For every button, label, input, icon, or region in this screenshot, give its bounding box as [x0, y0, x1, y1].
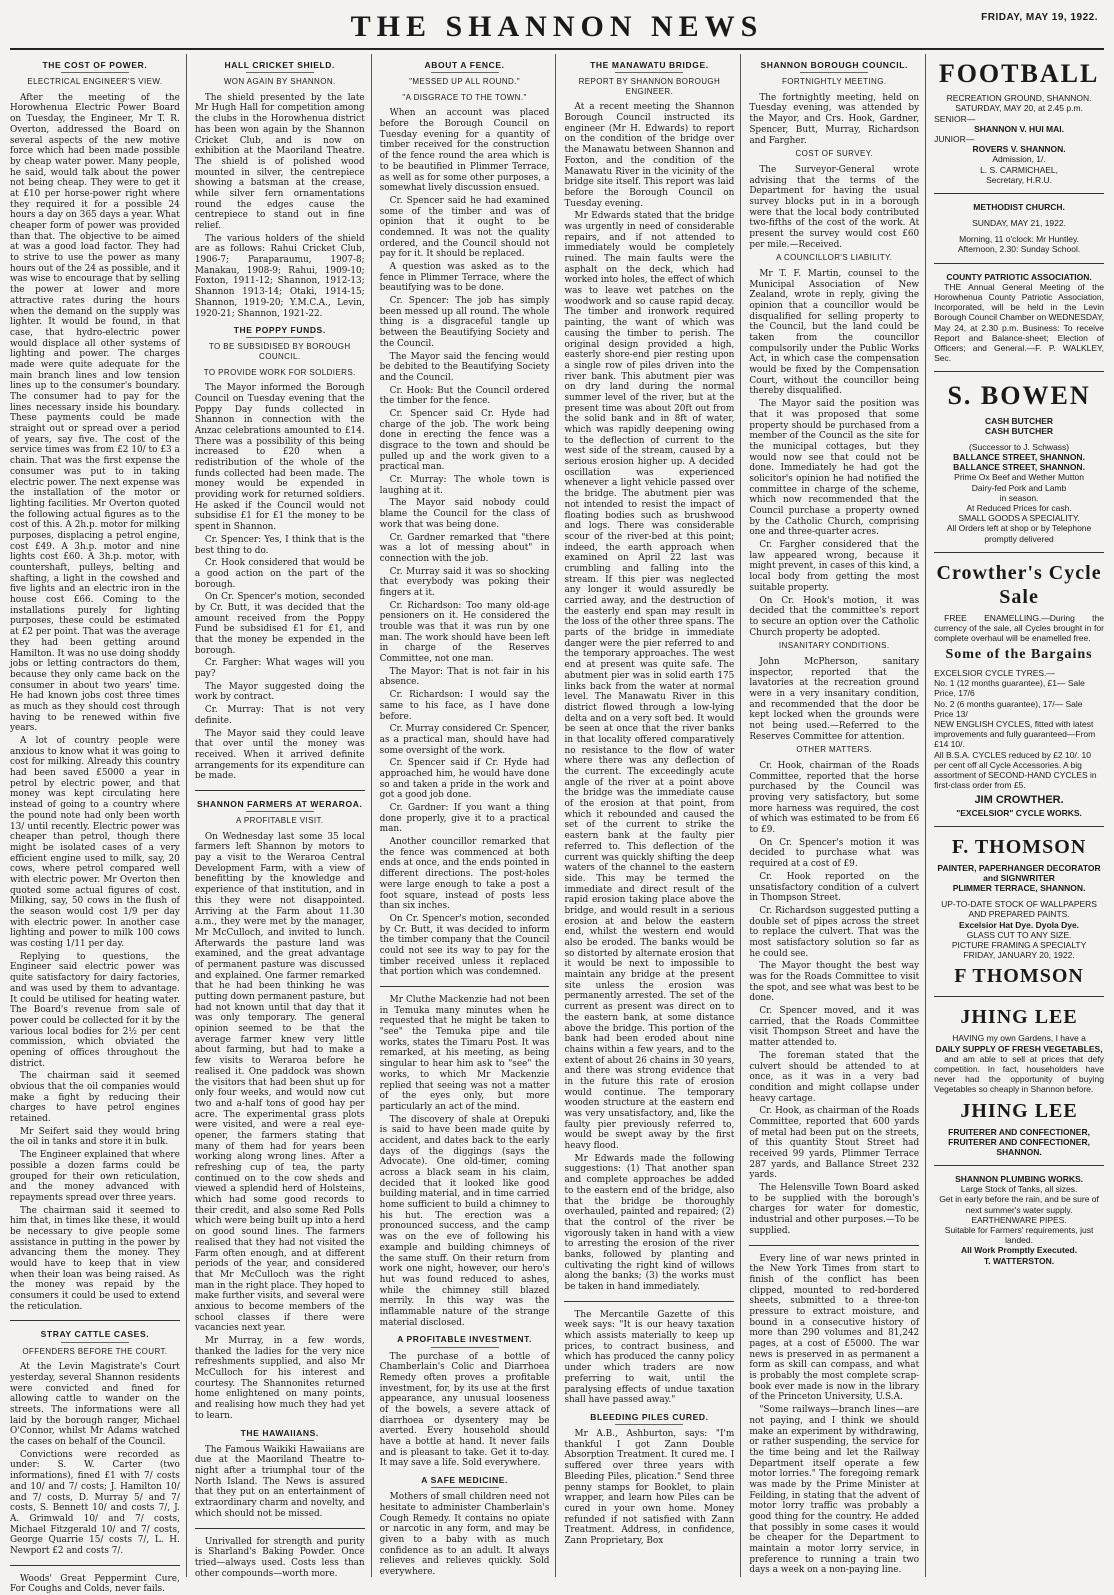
- column-1: [10, 54, 187, 1595]
- headline: THE MANAWATU BRIDGE.: [590, 60, 709, 70]
- paragraph: Cr. Hook: But the Council ordered the timber for the fence.: [379, 385, 550, 407]
- advert-line: All B.S.A. CYCLES reduced by £2 10/. 10 per cent off all Cycle Accessories. A big assortment of SECOND-HAND CYCLES in first-class order from £5.: [934, 749, 1097, 791]
- paragraph: Cr. Spencer said he had examined some of the timber and was of opinion that it ought to be condemned. It was not the quality ordered, and the Council should not pay for it. It should be replaced.: [379, 195, 550, 260]
- advert-line: SMALL GOODS A SPECIALITY.: [958, 513, 1080, 524]
- advert-line: FRUITERER AND CONFECTIONER, FRUITERER AND CONFECTIONER, SHANNON.: [948, 1126, 1090, 1157]
- headline: THE HAWAIIANS.: [240, 1427, 319, 1438]
- headline: ABOUT A FENCE.: [424, 60, 505, 70]
- paragraph: Replying to questions, the Engineer said electric power was quite satisfactory for dairy factories, and was used by them to advantage. It could be utilised for heating water. The Board's revenue from sale of power could be collected for it by the various local bodies for 2½ per cent commission, which obviated the opening of offices throughout the district.: [10, 951, 180, 1069]
- paragraph: Cr. Spencer moved, and it was carried, that the Roads Committee visit Thompson Street and have the matter attended to.: [749, 1006, 920, 1049]
- subheadline: ELECTRICAL ENGINEER'S VIEW.: [27, 77, 163, 87]
- headline: BLEEDING PILES CURED.: [590, 1411, 709, 1422]
- jhing-lee-advert: [934, 1005, 1104, 1157]
- paragraph: Cr. Hook, as chairman of the Roads Committee, reported that 600 yards of metal had been put on the streets, of this quantity Stout Street had received 99 yards, Plimmer Terrace 287 yards, and Ballance Street 232 yards.: [749, 1106, 920, 1181]
- advert-line: Morning, 11 o'clock: Mr Huntley.: [959, 234, 1079, 245]
- advert-text: Woods' Great Peppermint Cure, For Coughs and Colds, never fails.: [10, 1573, 180, 1595]
- advert-line: NEW ENGLISH CYCLES, fitted with latest improvements and fully guaranteed—From £14 10/.: [934, 719, 1096, 750]
- advert-line: PICTURE FRAMING A SPECIALTY: [951, 940, 1087, 951]
- paragraph: Cr. Spencer: The job has simply been messed up all round. The whole thing is a disgraceful tangle up between the Beautifying Society and the Council.: [379, 296, 550, 349]
- paragraph: On Cr. Spencer's motion it was decided to purchase what was required at a cost of £9.: [749, 837, 920, 870]
- advert-line: SENIOR—: [934, 113, 976, 124]
- paragraph: Cr. Richardson: I would say the same to his face, as I have done before.: [379, 690, 550, 722]
- paragraph: After the meeting of the Horowhenua Electric Power Board on Tuesday, the Engineer, Mr T. R. Overton, addressed the Board on several aspects of the new motive force which had been made possible by cheap water power. Many people, he said, would talk about the power not being cheap. They were to get it at £10 per horse-power right where they required it for a possible 24 hours a day on 365 days a year. What cheaper form of power was provided than that. The objective to be aimed at was a good load factor. They had to strive to use the power as many hours out of the 24 as possible, and it was wise to encourage that by selling the power at lower and more attractive rates during the hours when the demand on the supply was lighter. It would be found, in that case, that hydro-electric power would displace all other systems of lighting and power. The charges made were quite adequate for the main branch lines and low tension lines up to the consumer's boundary. The consumer had to pay for the lines necessary inside his boundary. These payments could be made straight out or spread over a period of years, say five. The cost of the service times was from £2 10/ to £3 a chain. That was the first expense the consumer was put to in taking electric power. The next expense was the installation of the motor or lighting facilities. Mr Overton quoted the following actual figures as to the cost of this. A 2h.p. motor for milking purposes, displacing a petrol engine, cost £49. A 3h.p. motor and nine lights cost £60. A 3h.p. motor, with countershaft, pulleys, belting and shafting, a light in the cowshed and five lights and an electric iron in the house cost £66. Coming to the installations purely for lighting purposes, these could be estimated at £2 per point. That was the average they had been getting around Hamilton. It was no use doing shoddy jobs or letting contractors do them, because they only came back on the consumer in about two years' time. He had known jobs cost three times as much as they should cost through having to be renewed within five years.: [10, 92, 180, 734]
- column-4: [564, 54, 741, 1577]
- advert-line: CASH BUTCHER: [985, 415, 1054, 426]
- paragraph: The foreman stated that the culvert should be attended to at once, as it was in a very bad condition and might collapse under heavy cartage.: [749, 1050, 920, 1104]
- advert-line: Secretary, H.R.U.: [986, 174, 1053, 185]
- advert-line: PLIMMER TERRACE, SHANNON.: [952, 883, 1086, 894]
- paragraph: Mr Edwards stated that the bridge was urgently in need of considerable repairs, and if not attended to immediately would be completely ruined. The main faults were the asphalt on the deck, which had worked into holes, the effect of which was to leave wet patches on the woodwork and so cause rapid decay. The timber and ironwork required painting, the want of which was causing the timber to perish. The original design provided a high, easterly shore-end pier resting upon a single row of piles driven into the river bank. This abutment pier was on dry land during the normal summer level of the river, but at the present time was about 20ft out from the solid bank and in 8ft of water, which was rapidly deepening owing to the deflection of current to the west side of the stream, caused by a serious erosion higher up. A decided oscillation was experienced whenever a light vehicle passed over the bridge. The abutment pier was not intended to resist the impact of floating bodies such as brushwood and logs. There was considerable scour of the river-bed at this point; indeed, the earth approach when examined on April 22 last was crumbling and falling into the stream. If this pier was neglected any longer it would assuredly be carried away, and the destruction of the easterly end span may result in the loss of the other three spans. The parts of the bridge in immediate danger were the pier referred to and the temporary approaches. The west end at present was quite safe. The abutment pier was in solid earth 175 links back from the water at normal level. The Manawatu River in this district flowed through a low-lying delta and on a very soft bed. It would be seen at once that the river banks in that locality offered comparatively no resistance to the flow of water where there was any deflection of the current. The exceedingly acute angle of the river at a point above the bridge was the immediate cause of the erosion at that point, from which it rebounded and caused the set of the current to strike the eastern bank at the faulty pier referred to. This deflection of the current was quickly shifting the deep waters of the channel to the eastern side. This may be termed the immediate and direct result of the rapid erosion taking place above the bridge, and would result in a serious erosion at and below the eastern end, whilst the western end would also be eroded. The banks would be so distorted by alternate erosion that it would be next to impossible to maintain any bridge at the present site unless the erosion was permanently arrested. The set of the current as present was direct on to the eastern bank, at some distance above the bridge. This portion of the bank had been eroded about nine chains within a few years, and to the extent of about 26 chains in 30 years, and there was strong evidence that in the future this rate of erosion would continue. The temporary wooden structure at the eastern end was very unsatisfactory, and, like the faulty pier previously referred to, would be swept away by the first heavy flood.: [564, 211, 735, 1152]
- paragraph: Mr Murray, in a few words, thanked the ladies for the very nice refreshments supplied, and also Mr McCulloch for his interest and courtesy. The Shannonites returned home enlightened on many points, and realising how much they had yet to learn.: [194, 1336, 365, 1421]
- paragraph: The Mayor said they could leave that over until the money was received. When it arrived definite arrangements for its expenditure can be made.: [194, 728, 365, 782]
- paragraph: Cr. Fargher considered that the law appeared wrong, because it might prevent, in cases of this kind, a local body from getting the most suitable property.: [749, 540, 920, 593]
- paragraph: A question was asked as to the fence in Plimmer Terrace, where the beautifying was to be done.: [379, 262, 550, 294]
- advert-title: METHODIST CHURCH.: [973, 201, 1065, 212]
- column-5: [749, 54, 926, 1577]
- headline: SHANNON FARMERS AT WERAROA.: [197, 798, 363, 809]
- subheadline: TO PROVIDE WORK FOR SOLDIERS.: [203, 367, 356, 377]
- subheadline: A PROFITABLE VISIT.: [236, 816, 324, 826]
- paragraph: Cr. Hook reported on the unsatisfactory condition of a culvert in Thompson Street.: [749, 871, 920, 904]
- subheadline: "A DISGRACE TO THE TOWN.": [402, 92, 527, 102]
- paragraph: The Mayor said nobody could blame the Council for the class of work that was being done.: [379, 498, 550, 530]
- paragraph: Cr. Richardson: Too many old-age pensioners on it. He considered the trouble was that it was run by one man. The work should have been left in charge of the Reserves Committee, not one man.: [379, 600, 550, 665]
- advert-line: PAINTER, PAPERHANGER DECORATOR and SIGNWRITER: [937, 862, 1101, 883]
- newspaper-title: THE SHANNON NEWS: [350, 10, 764, 43]
- paragraph: At a recent meeting the Shannon Borough Council instructed its engineer (Mr H. Edwards) to report on the condition of the bridge over the Manawatu between Shannon and Foxton, and the condition of the Manawatu River in the vicinity of the bridge site itself. This report was laid before the Borough Council on Tuesday evening.: [564, 102, 735, 209]
- masthead: [10, 6, 1104, 50]
- advert-line: JIM CROWTHER.: [974, 794, 1064, 807]
- paragraph: Cr. Fargher: What wages will you pay?: [194, 658, 365, 680]
- advert-line: T. WATTERSTON.: [984, 1255, 1055, 1266]
- advert-line: UP-TO-DATE STOCK OF WALLPAPERS AND PREPARED PAINTS.: [941, 899, 1097, 920]
- advert-line: EARTHENWARE PIPES.: [971, 1214, 1067, 1225]
- advert-line: Suitable for Farmers' requirements, just landed.: [944, 1225, 1094, 1246]
- paragraph: "Some railways—branch lines—are not paying, and I think we should make an experiment by withdrawing, or rather suspending, the service for the time being and let the Railway Department itself operate a few motor lorries." The foregoing remark was made by the Prime Minister at Feilding, in stating that the advent of motor lorry traffic was probably a good thing for the country. He added that possibly in some cases it would be cheaper for the Department to maintain a motor lorry service, in preference to running a train two days a week on a non-paying line.: [749, 1405, 920, 1576]
- advert-title: S. BOWEN: [947, 381, 1091, 411]
- headline: HALL CRICKET SHIELD.: [224, 60, 336, 70]
- paragraph: On Wednesday last some 35 local farmers left Shannon by motors to pay a visit to the Weraroa Central Development Farm, with a view of benefitting by the knowledge and experience of that institution, and in this they were not disappointed. Arriving at the Farm about 11.30 a.m., they were met by the manager, Mr McCulloch, and invited to lunch. Afterwards the pasture land was examined, and the great advantage of permanent pasture was discussed and explained. One farmer remarked that he had been thinking he was putting down permanent pasture, but had not known until that day that it was only temporary. The general opinion seemed to be that the average farmer knew very little about farming, but had to make a few visits to Weraroa before he realised it. One paddock was shown the visitors that had been shut up for only four weeks, and would now cut two and a-half tons of good hay per acre. The experimental grass plots were visited, and were a real eye-opener, the farmers stating that many of them had for years been working along wrong lines. After a refreshing cup of tea, the party continued on to the cow sheds and viewed a splendid herd of Holsteins, which had some good records to their credit, and also some Red Polls which were being built up into a herd on good sound lines. The farmers realised that they had not visited the Farm often enough, and at different periods of the year, and considered that Mr McCulloch was the right man in the right place. They hoped to make further visits, and several were anxious to become members of the school classes if there were vacancies next year.: [194, 831, 365, 1334]
- crowther-advert: [934, 561, 1104, 818]
- paragraph: Cr. Gardner remarked that "there was a lot of messing about" in connection with the job.: [379, 532, 550, 564]
- paragraph: Cr. Richardson suggested putting a double set of pipes across the street to replace the culvert. That was the most satisfactory solution so far as he could see.: [749, 905, 920, 959]
- paragraph: When an account was placed before the Borough Council on Tuesday evening for a quantity of timber received for the construction of the fence round the area which is to be beautified in Plimmer Terrace, as well as for some other purposes, a somewhat lively discussion ensued.: [379, 108, 550, 194]
- subheadline: COST OF SURVEY.: [795, 149, 874, 159]
- paragraph: Cr. Spencer said Cr. Hyde had charge of the job. The work being done in erecting the fence was a disgrace to the town and should be pulled up and the work given to a practical man.: [379, 408, 550, 473]
- advert-title: JHING LEE: [960, 1006, 1078, 1029]
- advert-title: F THOMSON: [954, 965, 1084, 988]
- advert-line: Excelsior Hat Dye. Dyola Dye.: [959, 919, 1080, 930]
- advert-text: Unrivalled for strength and purity is Sharland's Baking Powder. Once tried—always used. Costs less than other compounds—worth more.: [194, 1536, 365, 1579]
- paragraph: The Mayor said the position was that it was proposed that some property should be purchased from a member of the Council as the site for the municipal cottages, but they would now see that could not be done. Immediately he had got the solicitor's opinion he had notified the committee in charge of the scheme, which now recommended that the Council purchase a property owned by the Catholic Church, comprising one and three-quarter acres.: [749, 399, 920, 538]
- paragraph: The Engineer explained that where possible a dozen farms could be grouped for their own reticulation, and the money advanced with repayments spread over three years.: [10, 1150, 180, 1203]
- subheadline: TO BE SUBSIDISED BY BOROUGH COUNCIL.: [208, 342, 351, 361]
- advert-line: No. 1 (12 months guarantee), £1— Sale Price, 17/6: [934, 678, 1085, 699]
- paragraph: On Cr. Spencer's motion, seconded by Cr. Butt, it was decided to inform the timber company that the Council could not see its way to pay for the timber received unless it replaced that portion which was condemned.: [379, 913, 550, 978]
- paragraph: The Famous Waikiki Hawaiians are due at the Maoriland Theatre to-night after a triumphal tour of the North Island. The News is assured that they put on an entertainment of extraordinary charm and novelty, and which should not be missed.: [194, 1444, 365, 1519]
- advert-line: HAVING my own Gardens, I have a: [952, 1033, 1086, 1044]
- advert-line: DAILY SUPPLY OF FRESH VEGETABLES,: [935, 1043, 1103, 1054]
- advert-line: No. 2 (6 months guarantee), 17/— Sale Price 13/: [934, 698, 1083, 719]
- subheadline: WON AGAIN BY SHANNON.: [223, 77, 336, 87]
- paragraph: The Mayor thought the best way was for the Roads Committee to visit the spot, and see what was best to be done.: [749, 961, 920, 1004]
- advert-title: F. THOMSON: [951, 835, 1087, 858]
- advert-line: "EXCELSIOR" CYCLE WORKS.: [956, 807, 1082, 818]
- paragraph: Cr. Spencer: Yes, I think that is the best thing to do.: [194, 534, 365, 556]
- patriotic-advert: [934, 272, 1104, 364]
- advert-line: FRIDAY, JANUARY 20, 1922.: [963, 950, 1075, 961]
- paragraph: Cr. Murray said it was so shocking that everybody was poking their fingers at it.: [379, 566, 550, 598]
- plumbing-advert: [934, 1174, 1104, 1266]
- advert-line: Prime Ox Beef and Wether Mutton: [954, 472, 1084, 483]
- paragraph: John McPherson, sanitary inspector, reported that the lavatories at the recreation ground were in a very insanitary condition, and recommended that the door be kept locked when the grounds were not being used.—Referred to the Reserves Committee for attention.: [749, 656, 920, 742]
- subheadline: OFFENDERS BEFORE THE COURT.: [22, 1346, 168, 1356]
- column-3: [380, 54, 557, 1577]
- subheadline: OTHER MATTERS.: [796, 745, 873, 755]
- advert-title: JHING LEE: [960, 1099, 1078, 1122]
- paragraph: The Mayor suggested doing the work by contract.: [194, 681, 365, 703]
- paragraph: The fortnightly meeting, held on Tuesday evening, was attended by the Mayor, and Crs. Hook, Gardner, Spencer, Butt, Murray, Richardson and Fargher.: [749, 92, 920, 146]
- paragraph: On Cr. Hook's motion, it was decided that the committee's report to secure an option over the Catholic Church property be adopted.: [749, 595, 920, 638]
- advert-line: (Successor to J. Schwass): [968, 441, 1070, 452]
- paragraph: Cr. Murray considered Cr. Spencer, as a practical man, should have had some oversight of the work.: [379, 724, 550, 756]
- paragraph: The shield presented by the late Mr Hugh Hall for competition among the clubs in the Horowhenua district has been won again by the Shannon Cricket Club, and is now on exhibition at the Maoriland Theatre. The shield is of polished wood mounted in silver, the centrepiece showing a batsman at the crease, while silver fern ornamentations round the edges cause the centrepiece to stand out in fine relief.: [194, 92, 365, 232]
- paragraph: Mr Cluthe Mackenzie had not been in Temuka many minutes when he requested that he might be taken to "see" the Temuka pipe and tile works, states the Timaru Post. It was remarked, at his meeting, as being singular to hear him ask to "see" the works, to which Mr Mackenzie replied that seeing was not a matter of the eyes only, but more particularly an act of the mind.: [379, 995, 550, 1112]
- advert-line: in season.: [999, 492, 1039, 503]
- advert-line: RECREATION GROUND, SHANNON.: [946, 93, 1092, 104]
- advert-line: BALLANCE STREET, SHANNON.: [953, 452, 1085, 463]
- paragraph: Mr Edwards made the following suggestions: (1) That another span and complete approaches be added to the eastern end of the bridge, also that the bridge be thoroughly overhauled, painted and repaired; (2) that the control of the river be vigorously taken in hand with a view to arresting the erosion of the river banks, followed by planting and cultivating the right kind of willows along the banks; (3) the works must be taken in hand immediately.: [564, 1153, 735, 1292]
- paragraph: The chairman said it seemed obvious that the oil companies would make a fight by reducing their charges to have petrol engines retained.: [10, 1071, 180, 1125]
- paragraph: The Mayor: That is not fair in his absence.: [379, 666, 550, 688]
- paragraph: The Mayor informed the Borough Council on Tuesday evening that the Poppy Day funds collected in Shannon in connection with the Anzac celebrations amounted to £14. There was a possibility of this being increased to £20 when a redistribution of the whole of the funds collected had been made. The money would be expended in providing work for returned soldiers. He asked if the Council would not subsidise £1 for £1 the money to be spent in Shannon.: [194, 383, 365, 533]
- advert-line: GLASS CUT TO ANY SIZE.: [966, 929, 1072, 940]
- paragraph: The various holders of the shield are as follows: Rahui Cricket Club, 1906-7; Paraparaumu, 1907-8; Manakau, 1908-9; Rahui, 1909-10; Foxton, 1911-12; Shannon, 1912-13; Shannon 1913-14; Otaki, 1914-15; Shannon, 1919-20; Y.M.C.A., Levin, 1920-21; Shannon, 1921-22.: [194, 233, 365, 319]
- paragraph: Another councillor remarked that the fence was commenced at both ends at once, and the ends pointed in different directions. The post-holes were large enough to take a post a foot square, instead of posts less than six inches.: [379, 837, 550, 912]
- paragraph: Mothers of small children need not hesitate to administer Chamberlain's Cough Remedy. It contains no opiate or narcotic in any form, and may be given to a baby with as much confidence as to an adult. It always relieves and relieves quickly. Sold everywhere.: [379, 1492, 550, 1578]
- issue-date: FRIDAY, MAY 19, 1922.: [981, 12, 1098, 23]
- football-advert: [934, 58, 1104, 185]
- paragraph: The purchase of a bottle of Chamberlain's Colic and Diarrhoea Remedy often proves a profitable investment, for, by its use at the first appearance, any unusual looseness of the bowels, a severe attack of diarrhoea or dysentery may be averted. Every household should have a bottle at hand. It never fails and is pleasant to take. Get it to-day. It may save a life. Sold everywhere.: [379, 1351, 550, 1469]
- subheadline: FORTNIGHTLY MEETING.: [782, 77, 887, 87]
- advert-line: Large Stock of Tanks, all sizes.: [960, 1184, 1078, 1195]
- advert-line: All Work Promptly Executed.: [961, 1245, 1078, 1256]
- paragraph: Cr. Gardner: If you want a thing done properly, give it to a practical man.: [379, 803, 550, 835]
- paragraph: Every line of war news printed in the New York Times from start to finish of the conflict has been clipped, mounted to red-bordered sheets, submitted to a three-ton pressure to extract moisture, and bound in a consecutive history of more than 290 volumes and 81,242 pages, at a cost of £5000. The war news is preserved in as permanent a form as skill can compass, and what is probably the most complete scrap-book ever made is now in the library of the Princeton University, U.S.A.: [749, 1253, 920, 1403]
- advert-line: EXCELSIOR CYCLE TYRES.—: [934, 668, 1055, 679]
- advert-line: Dairy-fed Pork and Lamb: [971, 482, 1067, 493]
- column-2: [195, 54, 372, 1577]
- church-advert: [934, 202, 1104, 255]
- advert-title: SHANNON PLUMBING WORKS.: [955, 1174, 1084, 1185]
- advert-line: Admission, 1/.: [992, 154, 1046, 165]
- advert-title: COUNTY PATRIOTIC ASSOCIATION.: [946, 271, 1092, 282]
- column-6-adverts: [934, 54, 1104, 1577]
- advert-body: FREE ENAMELLING.—During the currency of the sale, all Cycles brought in for complete overhaul will be enamelled free.: [934, 612, 1104, 644]
- paragraph: At the Levin Magistrate's Court yesterday, several Shannon residents were convicted and fined for allowing cattle to wander on the streets. The informations were all laid by the borough ranger, Michael O'Connor, whilst Mr Adams watched the cases on behalf of the Council.: [10, 1362, 180, 1448]
- advert-line: All Orders left at shop or by Telephone promptly delivered: [946, 523, 1092, 544]
- subheadline: A COUNCILLOR'S LIABILITY.: [776, 253, 893, 263]
- paragraph: The Helensville Town Board asked to be supplied with the borough's charges for water for domestic, industrial and other purposes.—To be supplied.: [749, 1183, 920, 1236]
- paragraph: Cr. Spencer said if Cr. Hyde had approached him, he would have done so and taken a pride in the work and got a good job done.: [379, 758, 550, 801]
- advert-subtitle: Some of the Bargains: [945, 647, 1093, 663]
- paragraph: The discovery of shale at Orepuki is said to have been made quite by accident, and dates back to the early days of the diggings (says the Advocate). One old-timer, coming across a black seam in his claim, decided that it looked like good building material, and in time carried home sufficient to build a chimney to his hut. The erection was a pronounced success, and the camp was on the eve of following his example and building chimneys of the same stuff. On their return from work one night, however, our hero's hut was found reduced to ashes, while the chimney still blazed merrily. In this way was the inflammable nature of the strange material disclosed.: [379, 1114, 550, 1328]
- headline: STRAY CATTLE CASES.: [40, 1329, 150, 1340]
- football-title: FOOTBALL: [938, 59, 1100, 88]
- paragraph: The Surveyor-General wrote advising that the terms of the Department for having the usual survey blocks put in in a borough were that the local body contributed two-fifths of the cost of the work. At present the survey would cost £60 per mile.—Received.: [749, 164, 920, 250]
- advert-line: JUNIOR—: [934, 133, 975, 144]
- advert-line: SATURDAY, MAY 20, at 2.45 p.m.: [955, 103, 1083, 114]
- headline: THE COST OF POWER.: [42, 60, 148, 70]
- thomson-advert: [934, 835, 1104, 989]
- subheadline: INSANITARY CONDITIONS.: [778, 641, 890, 651]
- paragraph: Convictions were recorded as under: S. W. Carter (two informations), fined £1 with 7/ costs and 10/ and 7/ costs; J. Hamilton 10/ and 7/ costs, D. Murray 5/ and 7/ costs, S. Bennett 10/ and costs 7/, J. A. Grimwald 10/ and 7/ costs, Michael Fitzgerald 10/ and 7/ costs, George Quarrie 15/ costs 7/, L. H. Newport £2 and costs 7/.: [10, 1449, 180, 1556]
- paragraph: A lot of country people were anxious to know what it was going to cost for milking. Already this country had been saved £5000 a year in petrol by electric power, and that money was kept circulating here instead of going to a country where the pound note had only been worth 13/ until recently. Electric power was cheaper than petrol, though there might be isolated cases of a very efficient engine used to milk, say, 20 cows, where petrol compared well with electric power. Mr Overton then quoted some actual figures of cost. Milking, say, 50 cows in the flush of the season would cost 1/9 per day with electric power. In another case lighting and power to milk 100 cows was costing 1/11 per day.: [10, 736, 180, 950]
- subheadline: "MESSED UP ALL ROUND.": [409, 77, 521, 87]
- advert-body: and am able to sell at prices that defy competition. In fact, householders have never had the opportunity of buying Vegetables so cheaply in Shannon before.: [934, 1053, 1104, 1095]
- paragraph: Cr. Murray: The whole town is laughing at it.: [379, 475, 550, 496]
- headline: A SAFE MEDICINE.: [421, 1475, 508, 1486]
- advert-line: CASH BUTCHER: [985, 425, 1054, 436]
- subheadline: REPORT BY SHANNON BOROUGH ENGINEER.: [578, 77, 721, 96]
- headline: THE POPPY FUNDS.: [233, 325, 326, 336]
- paragraph: Cr. Hook, chairman of the Roads Committee, reported that the horse purchased by the Council was proving very satisfactory, but some more harness was required, the cost of which was estimated to be from £6 to £9.: [749, 760, 920, 836]
- paragraph: The Mercantile Gazette of this week says: "It is our heavy taxation which assists materially to keep up prices, to contract business, and which has produced the canny policy under which traders are now preferring to wait, until the paralysing effects of undue taxation shall have passed away.": [564, 1309, 735, 1406]
- paragraph: On Cr. Spencer's motion, seconded by Cr. Butt, it was decided that the amount received from the Poppy Fund be subsidised £1 for £1, and that the money be expended in the borough.: [194, 592, 365, 656]
- paragraph: Cr. Hook considered that would be a good action on the part of the borough.: [194, 558, 365, 590]
- bowen-advert: [934, 380, 1104, 543]
- advert-line: Afternoon, 2.30: Sunday School.: [957, 244, 1081, 255]
- paragraph: Cr. Murray: That is not very definite.: [194, 705, 365, 726]
- paragraph: The chairman said it seemed to him that, in times like these, it would be necessary to give people some assistance in putting in the power by advancing them the money. They would have to keep that in view when their loan was being raised. As the money was repaid by the consumers it could be used to extend the reticulation.: [10, 1205, 180, 1312]
- paragraph: The Mayor said the fencing would be debited to the Beautifying Society and the Council.: [379, 351, 550, 383]
- paragraph: Mr T. F. Martin, counsel to the Municipal Association of New Zealand, wrote in reply, giving the opinion that a councillor would be disqualified for selling property to the Council, but the land could be taken from the councillor compulsorily under the Public Works Act, in which case the compensation would be fixed by the Compensation Court, without the councillor being thereby disqualified.: [749, 268, 920, 397]
- paragraph: Mr Seifert said they would bring the oil in tanks and store it in bulk.: [10, 1126, 180, 1148]
- advert-line: SHANNON V. HUI MAI.: [974, 123, 1064, 134]
- headline: A PROFITABLE INVESTMENT.: [397, 1334, 532, 1345]
- advert-line: BALLANCE STREET, SHANNON.: [953, 462, 1085, 473]
- advert-title: Crowther's Cycle Sale: [936, 561, 1102, 608]
- advert-line: SUNDAY, MAY 21, 1922.: [972, 218, 1066, 229]
- advert-line: Get in early before the rain, and be sure of next summer's water supply.: [939, 1194, 1099, 1215]
- advert-body: THE Annual General Meeting of the Horowhenua County Patriotic Association, Incorporated, will be held in the Levin Borough Council Chamber on WEDNESDAY, May 24, at 2.30 p.m. Business: To receive Report and Balance-sheet; Election of Officers; and General.—F. P. WALKLEY, Sec.: [934, 281, 1104, 364]
- advert-line: L. S. CARMICHAEL,: [980, 164, 1059, 175]
- headline: SHANNON BOROUGH COUNCIL.: [760, 60, 909, 70]
- paragraph: Mr A.B., Ashburton, says: "I'm thankful I got Zann Double Absorption Treatment. It cured me. I suffered over three years with Bleeding Piles, plication." Send three penny stamps for Booklet, to plain wrapper, and learn how Piles can be cured in your own home. Money refunded if not satisfied with Zann Treatment. Address, in confidence, Zann Proprietary, Box: [564, 1429, 735, 1546]
- advert-line: ROVERS V. SHANNON.: [972, 144, 1066, 155]
- advert-line: At Reduced Prices for cash.: [966, 503, 1072, 513]
